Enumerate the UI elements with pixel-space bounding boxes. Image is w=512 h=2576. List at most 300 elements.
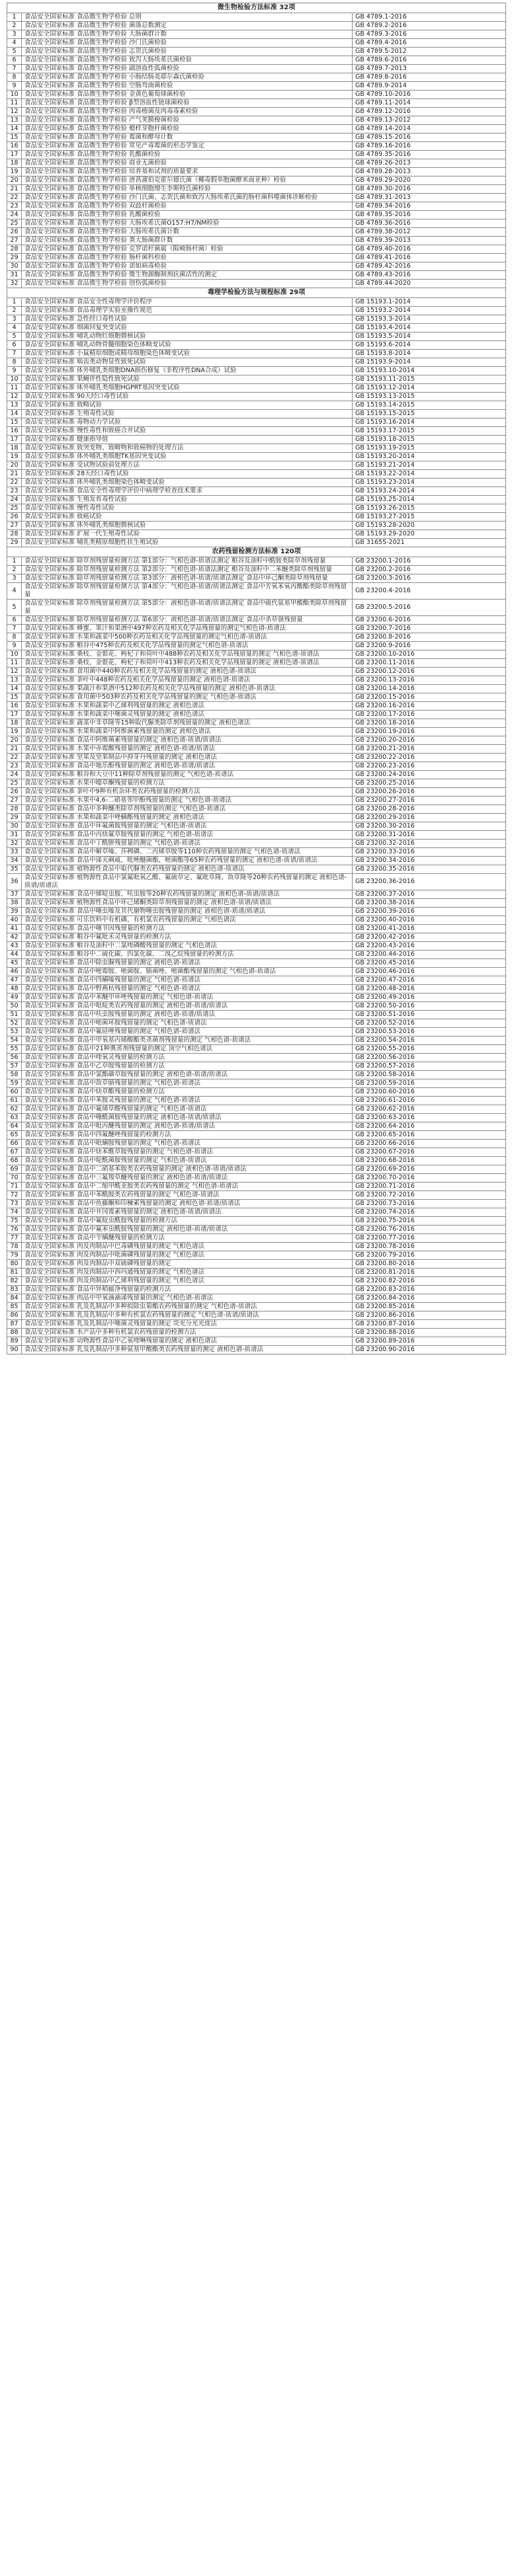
row-number: 7 (7, 350, 22, 358)
row-number: 77 (7, 1234, 22, 1243)
standard-name: 食品安全国家标准 食品微生物学检验 空肠弯曲菌检验 (22, 82, 353, 91)
standard-code: GB 23200.89-2016 (353, 1337, 506, 1346)
standard-code: GB 23200.85-2016 (353, 1303, 506, 1311)
table-row (7, 1294, 506, 1303)
standard-name: 食品安全国家标准 食品微生物学检验 致泻大肠埃希氏菌检验 (22, 56, 353, 65)
table-row (7, 1268, 506, 1277)
row-number: 40 (7, 916, 22, 925)
row-number: 5 (7, 332, 22, 341)
row-number: 10 (7, 91, 22, 99)
standard-code: GB 15193.2-2014 (353, 307, 506, 315)
row-number: 19 (7, 728, 22, 736)
standard-code: GB 23200.50-2016 (353, 1002, 506, 1011)
row-number: 36 (7, 874, 22, 890)
standard-code: GB 23200.19-2016 (353, 728, 506, 736)
row-number: 48 (7, 985, 22, 994)
standard-code: GB 23200.17-2016 (353, 711, 506, 719)
row-number: 8 (7, 358, 22, 367)
table-row (7, 151, 506, 159)
row-number: 4 (7, 583, 22, 600)
standard-name: 食品安全国家标准 食品中阿维菌素残留量的测定 液相色谱-质谱/质谱法 (22, 736, 353, 745)
standard-name: 食品安全国家标准 食品中鱼藤酮和印楝素残留量的测定 液相色谱-质谱/质谱法 (22, 1200, 353, 1208)
row-number: 15 (7, 693, 22, 702)
row-number: 58 (7, 1071, 22, 1079)
standard-code: GB 23200.51-2016 (353, 1011, 506, 1019)
row-number: 17 (7, 711, 22, 719)
section-title: 微生物检验方法标准 32项 (7, 3, 506, 13)
standard-name: 食品安全国家标准 食品中吡螨胺残留量的测定 气相色谱-质谱法 (22, 1140, 353, 1148)
standard-name: 食品安全国家标准 食品中炔草酯残留量的检测方法 (22, 1088, 353, 1097)
table-row (7, 496, 506, 504)
table-row (7, 1054, 506, 1062)
standard-name: 食品安全国家标准 除草剂残留量检测方法 第2部分：气相色谱-质谱法测定 粮谷及油籽中二苯醚类除草剂残留量 (22, 566, 353, 574)
table-row (7, 176, 506, 185)
row-number: 7 (7, 65, 22, 73)
standard-code: GB 23200.33-2016 (353, 848, 506, 857)
row-number: 24 (7, 211, 22, 219)
table-row (7, 65, 506, 73)
table-row (7, 1320, 506, 1329)
standard-code: GB 15193.11-2015 (353, 375, 506, 384)
row-number: 4 (7, 324, 22, 332)
table-row (7, 814, 506, 822)
standard-name: 食品安全国家标准 食品毒理学实验室操作规范 (22, 307, 353, 315)
standard-name: 食品安全国家标准 植物源性食品中氯氟吡氧乙酸、氟硫草定、氟吡草隆、敌草隆等20种农药残留量的测定 液相色谱-质谱/质谱法 (22, 874, 353, 890)
standard-code: GB 4789.5-2012 (353, 48, 506, 56)
standard-code: GB 23200.28-2016 (353, 805, 506, 814)
standard-name: 食品安全国家标准 可乐饮料中有机磷、有机氯农药残留量的测定 气相色谱法 (22, 916, 353, 925)
standard-code: GB 4789.1-2016 (353, 13, 506, 22)
standard-code: GB 15193.17-2015 (353, 427, 506, 436)
standard-code: GB 4789.42-2016 (353, 262, 506, 271)
standard-name: 食品安全国家标准 食品中甲氧基丙烯酸酯类杀菌剂残留量的测定 气相色谱-质谱法 (22, 1036, 353, 1045)
row-number: 86 (7, 1311, 22, 1320)
standard-code: GB 23200.83-2016 (353, 1286, 506, 1294)
table-row (7, 350, 506, 358)
row-number: 16 (7, 427, 22, 436)
standard-name: 食品安全国家标准 食品中炔苯酰草胺残留量的测定 气相色谱-质谱法 (22, 1148, 353, 1157)
standard-name: 食品安全国家标准 食品微生物学检验 金黄色葡萄球菌检验 (22, 91, 353, 99)
standard-name: 食品安全国家标准 哺乳动物骨髓细胞染色体畸变试验 (22, 341, 353, 350)
table-row (7, 1260, 506, 1268)
row-number: 14 (7, 685, 22, 693)
row-number: 70 (7, 1174, 22, 1183)
row-number: 81 (7, 1268, 22, 1277)
standard-name: 食品安全国家标准 食品中氟啶虫酰胺残留量的检测方法 (22, 1217, 353, 1226)
standard-name: 食品安全国家标准 食品微生物学检验 志贺氏菌检验 (22, 48, 353, 56)
row-number: 59 (7, 1079, 22, 1088)
table-row (7, 788, 506, 797)
table-row (7, 754, 506, 762)
standard-code: GB 23200.54-2016 (353, 1036, 506, 1045)
row-number: 16 (7, 702, 22, 711)
standard-name: 食品安全国家标准 食品中吡啶类农药残留量的测定 液相色谱-质谱/质谱法 (22, 1002, 353, 1011)
standard-code: GB 15193.13-2015 (353, 393, 506, 401)
table-row (7, 1011, 506, 1019)
standard-code: GB 23200.4-2016 (353, 583, 506, 600)
row-number: 21 (7, 745, 22, 754)
standard-name: 食品安全国家标准 食品微生物学检验 诺如病毒检验 (22, 262, 353, 271)
standard-name: 食品安全国家标准 茶叶中9种有机杂环类农药残留量的检测方法 (22, 788, 353, 797)
standard-code: GB 4789.39-2013 (353, 237, 506, 245)
row-number: 2 (7, 22, 22, 30)
row-number: 89 (7, 1337, 22, 1346)
standard-name: 食品安全国家标准 食品中解草嗪、莎稗磷、二丙烯草胺等110种农药残留量的测定 气相色谱-质谱法 (22, 848, 353, 857)
row-number: 29 (7, 539, 22, 547)
standard-code: GB 15193.12-2014 (353, 384, 506, 393)
row-number: 19 (7, 168, 22, 176)
row-number: 66 (7, 1140, 22, 1148)
row-number: 53 (7, 1028, 22, 1036)
standard-code: GB 23200.3-2016 (353, 574, 506, 583)
table-row (7, 324, 506, 332)
standard-name: 食品安全国家标准 体外哺乳类细胞染色体畸变试验 (22, 479, 353, 487)
table-row (7, 1097, 506, 1105)
standard-name: 食品安全国家标准 食用菌中503种农药及相关化学品残留量的测定 气相色谱-质谱法 (22, 693, 353, 702)
table-row (7, 890, 506, 899)
standard-code: GB 23200.57-2016 (353, 1062, 506, 1071)
standard-code: GB 4789.29-2020 (353, 176, 506, 185)
row-number: 73 (7, 1200, 22, 1208)
standard-code: GB 4789.31-2013 (353, 194, 506, 202)
row-number: 20 (7, 176, 22, 185)
standard-code: GB 23200.24-2016 (353, 771, 506, 779)
standard-name: 食品安全国家标准 毒物动力学试验 (22, 418, 353, 427)
row-number: 52 (7, 1019, 22, 1028)
standard-name: 食品安全国家标准 细菌回复突变试验 (22, 324, 353, 332)
standard-name: 食品安全国家标准 食品中异稻瘟净残留量的检测方法 (22, 1286, 353, 1294)
standard-code: GB 23200.64-2016 (353, 1122, 506, 1131)
table-row (7, 779, 506, 788)
standard-code: GB 23200.49-2016 (353, 994, 506, 1002)
row-number: 23 (7, 202, 22, 211)
standard-name: 食品安全国家标准 食品中吡丙醚残留量的测定 液相色谱-质谱/质谱法 (22, 1122, 353, 1131)
table-row (7, 899, 506, 908)
standard-name: 食品安全国家标准 食品中丁酰肼残留量的测定 气相色谱-质谱法 (22, 839, 353, 848)
standard-name: 食品安全国家标准 食品中地乐酚残留量的测定 液相色谱-质谱/质谱法 (22, 762, 353, 771)
standard-code: GB 4789.12-2016 (353, 108, 506, 116)
row-number: 80 (7, 1260, 22, 1268)
row-number: 49 (7, 994, 22, 1002)
row-number: 51 (7, 1011, 22, 1019)
table-row (7, 642, 506, 650)
standard-name: 食品安全国家标准 食品微生物学检验 大肠埃希氏菌O157:H7/NM检验 (22, 219, 353, 228)
table-row (7, 1303, 506, 1311)
standard-name: 食品安全国家标准 食用菌中440种农药及相关化学品残留量的测定 液相色谱-质谱法 (22, 668, 353, 676)
standard-code: GB 23200.18-2016 (353, 719, 506, 728)
standard-name: 食品安全国家标准 食品微生物学检验 沙门氏菌检验 (22, 39, 353, 48)
table-row (7, 1286, 506, 1294)
standard-code: GB 15193.5-2014 (353, 332, 506, 341)
standard-name: 食品安全国家标准 食品中21种熏蒸剂残留量的测定 顶空气相色谱法 (22, 1045, 353, 1054)
standard-code: GB 15193.20-2014 (353, 453, 506, 461)
row-number: 50 (7, 1002, 22, 1011)
table-row (7, 401, 506, 410)
table-row (7, 1174, 506, 1183)
standard-name: 食品安全国家标准 食品中烯啶虫胺、呋虫胺等20种农药残留量的测定 液相色谱-质谱/质谱法 (22, 890, 353, 899)
table-row (7, 702, 506, 711)
table-row (7, 600, 506, 616)
table-row (7, 1140, 506, 1148)
standard-name: 食品安全国家标准 粮谷和大豆中11种除草剂残留量的测定 气相色谱-质谱法 (22, 771, 353, 779)
table-row (7, 522, 506, 530)
row-number: 90 (7, 1346, 22, 1354)
standard-code: GB 23200.11-2016 (353, 659, 506, 668)
table-row (7, 771, 506, 779)
standard-name: 食品安全国家标准 体外哺乳类细胞TK基因突变试验 (22, 453, 353, 461)
table-row (7, 418, 506, 427)
row-number: 3 (7, 30, 22, 39)
row-number: 55 (7, 1045, 22, 1054)
standard-name: 食品安全国家标准 植物源性食品中环己烯酮类除草剂残留量的测定 液相色谱-质谱/质谱法 (22, 899, 353, 908)
standard-code: GB 23200.10-2016 (353, 650, 506, 659)
standard-name: 食品安全国家标准 乳及乳制品中多种有机氯农药残留量的测定 气相色谱-质谱/质谱法 (22, 1311, 353, 1320)
standard-name: 食品安全国家标准 致畸试验 (22, 401, 353, 410)
standard-name: 食品安全国家标准 食品中嘧霉胺、嘧菌胺、腈菌唑、嘧菌酯残留量的测定 气相色谱-质谱法 (22, 968, 353, 976)
standard-code: GB 4789.30-2016 (353, 185, 506, 194)
standard-name: 食品安全国家标准 粮谷中氟吡禾灵残留量的检测方法 (22, 933, 353, 942)
table-row (7, 633, 506, 642)
standards-table (7, 3, 506, 1354)
standard-code: GB 15193.25-2014 (353, 496, 506, 504)
standard-code: GB 4789.34-2016 (353, 202, 506, 211)
table-row (7, 1148, 506, 1157)
standard-code: GB 23200.76-2016 (353, 1226, 506, 1234)
row-number: 17 (7, 151, 22, 159)
standard-code: GB 15193.8-2014 (353, 350, 506, 358)
standard-name: 食品安全国家标准 食品中环氟菌胺残留量的测定 气相色谱-质谱法 (22, 822, 353, 831)
row-number: 14 (7, 125, 22, 134)
standard-code: GB 15193.10-2014 (353, 367, 506, 375)
row-number: 69 (7, 1165, 22, 1174)
table-row (7, 125, 506, 134)
row-number: 82 (7, 1277, 22, 1286)
standard-code: GB 23200.65-2016 (353, 1131, 506, 1140)
table-row (7, 762, 506, 771)
row-number: 30 (7, 822, 22, 831)
standard-name: 食品安全国家标准 小鼠精原细胞或精母细胞染色体畸变试验 (22, 350, 353, 358)
section-header (7, 3, 506, 13)
row-number: 54 (7, 1036, 22, 1045)
standard-code: GB 23200.68-2016 (353, 1157, 506, 1165)
row-number: 31 (7, 831, 22, 839)
row-number: 10 (7, 650, 22, 659)
standard-code: GB 23200.26-2016 (353, 788, 506, 797)
standard-name: 食品安全国家标准 食品中除虫脲残留量的测定 液相色谱-质谱法 (22, 959, 353, 968)
standard-name: 食品安全国家标准 茶叶中448种农药及相关化学品残留量的测定 液相色谱-质谱法 (22, 676, 353, 685)
table-row (7, 857, 506, 865)
row-number: 37 (7, 890, 22, 899)
table-row (7, 254, 506, 262)
row-number: 1 (7, 298, 22, 307)
standard-name: 食品安全国家标准 食品中啶酰菌胺残留量的测定 气相色谱-质谱法 (22, 1157, 353, 1165)
standard-name: 食品安全国家标准 食品微生物学检验 常见产毒霉菌的形态学鉴定 (22, 142, 353, 151)
standard-name: 食品安全国家标准 急性经口毒性试验 (22, 315, 353, 324)
row-number: 10 (7, 375, 22, 384)
standard-code: GB 23200.59-2016 (353, 1079, 506, 1088)
section-header (7, 288, 506, 298)
table-row (7, 839, 506, 848)
standard-name: 食品安全国家标准 食品中噻虫嗪及其代谢物噻虫胺残留量的测定 液相色谱-质谱/质谱法 (22, 908, 353, 916)
standard-code: GB 23200.42-2016 (353, 933, 506, 942)
standard-code: GB 23200.80-2016 (353, 1260, 506, 1268)
standard-name: 食品安全国家标准 食品安全性毒理学评价中病理学检查技术要求 (22, 487, 353, 496)
row-number: 20 (7, 461, 22, 470)
table-row (7, 453, 506, 461)
standard-code: GB 15193.28-2020 (353, 522, 506, 530)
row-number: 74 (7, 1208, 22, 1217)
standard-code: GB 23200.86-2016 (353, 1311, 506, 1320)
standard-code: GB 4789.7-2013 (353, 65, 506, 73)
row-number: 9 (7, 82, 22, 91)
row-number: 20 (7, 736, 22, 745)
standard-name: 食品安全国家标准 食品中乙草胺残留量的检测方法 (22, 1062, 353, 1071)
standard-name: 食品安全国家标准 食品微生物学检验 菌落总数测定 (22, 22, 353, 30)
standard-code: GB 23200.81-2016 (353, 1268, 506, 1277)
standard-code: GB 23200.9-2016 (353, 642, 506, 650)
standard-name: 食品安全国家标准 食品微生物学检验 单核细胞增生李斯特氏菌检验 (22, 185, 353, 194)
row-number: 16 (7, 142, 22, 151)
row-number: 68 (7, 1157, 22, 1165)
table-row (7, 245, 506, 254)
row-number: 32 (7, 280, 22, 288)
table-row (7, 82, 506, 91)
standard-name: 食品安全国家标准 慢性毒性和致癌合并试验 (22, 427, 353, 436)
standard-name: 食品安全国家标准 食品微生物学检验 大肠菌群计数 (22, 30, 353, 39)
standard-code: GB 23200.21-2016 (353, 745, 506, 754)
row-number: 6 (7, 341, 22, 350)
table-row (7, 228, 506, 237)
row-number: 15 (7, 134, 22, 142)
row-number: 64 (7, 1122, 22, 1131)
row-number: 8 (7, 73, 22, 82)
row-number: 56 (7, 1054, 22, 1062)
row-number: 57 (7, 1062, 22, 1071)
standards-document (7, 0, 505, 1354)
standard-name: 食品安全国家标准 果蝇伴性隐性致死试验 (22, 375, 353, 384)
standard-name: 食品安全国家标准 致癌试验 (22, 513, 353, 522)
table-row (7, 1200, 506, 1208)
row-number: 19 (7, 453, 22, 461)
table-row (7, 1217, 506, 1226)
standard-name: 食品安全国家标准 食品中氟硅唑残留量的测定 气相色谱-质谱法 (22, 1028, 353, 1036)
row-number: 71 (7, 1183, 22, 1191)
standard-code: GB 23200.82-2016 (353, 1277, 506, 1286)
section-title: 毒理学检验方法与规程标准 29项 (7, 288, 506, 298)
standard-name: 食品安全国家标准 水果和蔬菜中噻菌灵残留量的测定 液相色谱法 (22, 711, 353, 719)
row-number: 45 (7, 959, 22, 968)
table-row (7, 1028, 506, 1036)
standard-name: 食品安全国家标准 食品中二缩甲酰亚胺类农药残留量的测定 气相色谱-质谱法 (22, 1183, 353, 1191)
standard-code: GB 15193.3-2014 (353, 315, 506, 324)
standard-code: GB 15193.15-2015 (353, 410, 506, 418)
row-number: 28 (7, 805, 22, 814)
standard-name: 食品安全国家标准 食品中四螨嗪残留量的测定 气相色谱-质谱法 (22, 976, 353, 985)
table-row (7, 1346, 506, 1354)
row-number: 39 (7, 908, 22, 916)
standard-code: GB 15193.16-2014 (353, 418, 506, 427)
standard-code: GB 23200.15-2016 (353, 693, 506, 702)
row-number: 15 (7, 418, 22, 427)
table-row (7, 933, 506, 942)
standard-code: GB 4789.3-2016 (353, 30, 506, 39)
row-number: 84 (7, 1294, 22, 1303)
standard-code: GB 23200.41-2016 (353, 925, 506, 933)
standard-code: GB 4789.6-2016 (353, 56, 506, 65)
standard-name: 食品安全国家标准 食品中多种醚类除草剂残留量的测定 气相色谱-质谱法 (22, 805, 353, 814)
standard-name: 食品安全国家标准 桑枝、金银花、枸杞子和荷叶中488种农药及相关化学品残留量的测定 气相色谱-质谱法 (22, 650, 353, 659)
standard-code: GB 23200.69-2016 (353, 1165, 506, 1174)
row-number: 60 (7, 1088, 22, 1097)
row-number: 76 (7, 1226, 22, 1234)
row-number: 72 (7, 1191, 22, 1200)
table-row (7, 625, 506, 633)
standard-code: GB 4789.9-2014 (353, 82, 506, 91)
row-number: 11 (7, 99, 22, 108)
standard-code: GB 23200.39-2016 (353, 908, 506, 916)
row-number: 5 (7, 600, 22, 616)
standard-code: GB 15193.1-2014 (353, 298, 506, 307)
row-number: 32 (7, 839, 22, 848)
row-number: 8 (7, 633, 22, 642)
table-row (7, 1114, 506, 1122)
standard-name: 食品安全国家标准 水果和蔬菜中500种农药及相关化学品残留量的测定气相色谱-质谱法 (22, 633, 353, 642)
row-number: 85 (7, 1303, 22, 1311)
row-number: 29 (7, 254, 22, 262)
standard-code: GB 23200.88-2016 (353, 1329, 506, 1337)
standard-code: GB 23200.5-2016 (353, 600, 506, 616)
table-row (7, 908, 506, 916)
table-row (7, 1045, 506, 1054)
table-row (7, 384, 506, 393)
row-number: 28 (7, 245, 22, 254)
standard-code: GB 23200.43-2016 (353, 942, 506, 951)
table-row (7, 1002, 506, 1011)
standard-code: GB 23200.77-2016 (353, 1234, 506, 1243)
standard-name: 食品安全国家标准 食品微生物学检验 粪大肠菌群计数 (22, 237, 353, 245)
table-row (7, 262, 506, 271)
standard-code: GB 23200.13-2016 (353, 676, 506, 685)
standard-name: 食品安全国家标准 肉及肉制品中双硫磷残留量的测定 (22, 1260, 353, 1268)
table-row (7, 951, 506, 959)
row-number: 34 (7, 857, 22, 865)
table-row (7, 1036, 506, 1045)
row-number: 23 (7, 487, 22, 496)
row-number: 5 (7, 48, 22, 56)
standard-code: GB 4789.13-2012 (353, 116, 506, 125)
standard-name: 食品安全国家标准 哺乳类精原细胞性状生殖试验 (22, 539, 353, 547)
standard-name: 食品安全国家标准 食品中氯酯磺草胺残留量的测定 液相色谱-质谱/质谱法 (22, 1071, 353, 1079)
row-number: 18 (7, 444, 22, 453)
standard-code: GB 23200.12-2016 (353, 668, 506, 676)
row-number: 42 (7, 933, 22, 942)
table-row (7, 874, 506, 890)
table-row (7, 1277, 506, 1286)
standard-code: GB 4789.26-2013 (353, 159, 506, 168)
row-number: 3 (7, 574, 22, 583)
standard-name: 食品安全国家标准 坚果及坚果制品中抑芽丹残留量的测定 液相色谱法 (22, 754, 353, 762)
standard-name: 食品安全国家标准 食品微生物学检验 唐菖蒲伯克霍尔德氏菌（椰毒假单胞菌酵米面亚种）检验 (22, 176, 353, 185)
row-number: 62 (7, 1105, 22, 1114)
standard-code: GB 4789.43-2016 (353, 271, 506, 280)
standard-name: 食品安全国家标准 除草剂残留量检测方法 第5部分：液相色谱-质谱/质谱法测定 食品中硫代氨基甲酸酯类除草剂残留量 (22, 600, 353, 616)
standard-code: GB 15193.9-2014 (353, 358, 506, 367)
row-number: 22 (7, 194, 22, 202)
row-number: 21 (7, 185, 22, 194)
standard-name: 食品安全国家标准 食品中二硝基苯胺类农药残留量的测定 液相色谱-质谱/质谱法 (22, 1165, 353, 1174)
row-number: 13 (7, 401, 22, 410)
standard-name: 食品安全国家标准 体外哺乳类细胞DNA损伤修复（非程序性DNA合成）试验 (22, 367, 353, 375)
